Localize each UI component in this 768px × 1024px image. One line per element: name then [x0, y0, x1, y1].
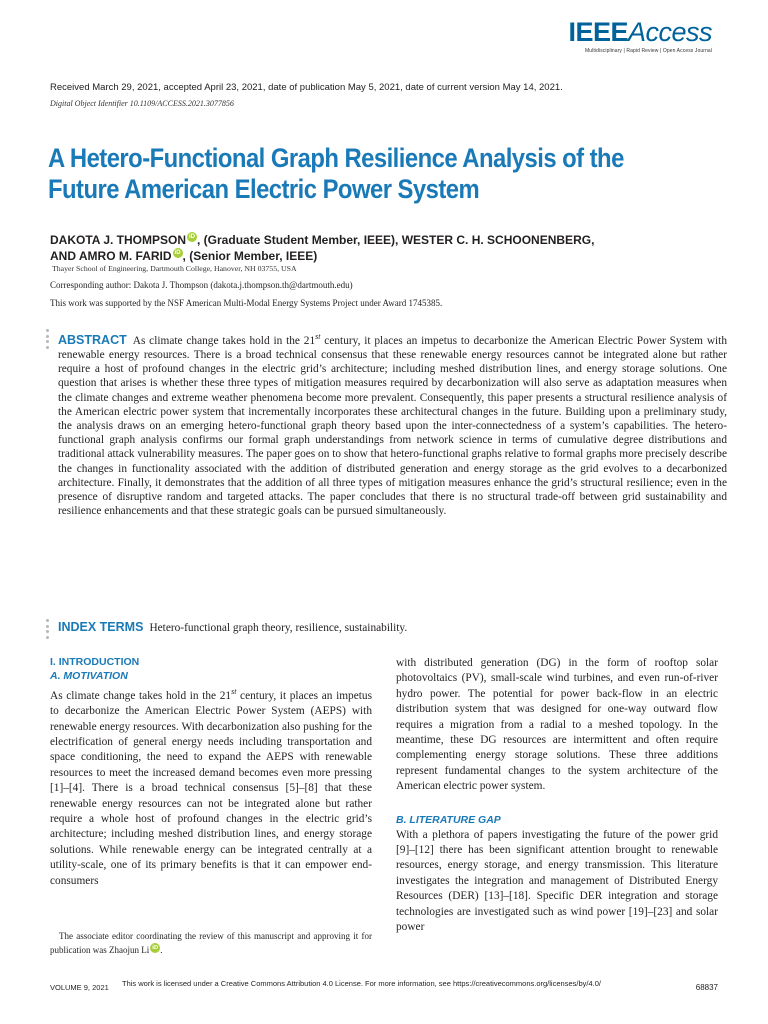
orcid-icon[interactable]: iD [152, 945, 159, 951]
index-terms-text: Hetero-functional graph theory, resilience, sustainability. [149, 622, 408, 634]
editor-note-text: The associate editor coordinating the review of this manuscript and approving it for publication was Zhaojun Li [50, 931, 372, 955]
author-thompson-role: , (Graduate Student Member, IEEE), WESTER C. H. SCHOONENBERG, [197, 233, 595, 247]
doi-line: Digital Object Identifier 10.1109/ACCESS.2021.3077856 [50, 99, 234, 108]
funding-note: This work was supported by the NSF American Multi-Modal Energy Systems Project under Award 1745385. [50, 298, 443, 308]
paper-title: A Hetero-Functional Graph Resilience Analysis of the Future American Electric Power System [48, 143, 624, 204]
subsection-literature-gap-heading: B. LITERATURE GAP [396, 813, 501, 826]
abstract-dots-icon [46, 329, 50, 351]
author-thompson: DAKOTA J. THOMPSON [50, 233, 187, 247]
abstract-sup: st [315, 332, 321, 341]
index-terms-label: INDEX TERMS [58, 620, 144, 634]
dg-paragraph: with distributed generation (DG) in the form of rooftop solar photovoltaics (PV), small-scale wind turbines, and even run-of-river hydro power. The potential for power back-flow in an electric distribution system that was designed for one-way outward flow requires a migration from a radial to a meshed topology. In the meantime, these DG resources are intermittent and often require complementing energy storage solutions. These three additions represent fundamental changes to the system architecture of the American electric power system. [396, 657, 718, 793]
author-farid: AND AMRO M. FARID [50, 249, 172, 263]
orcid-icon[interactable]: iD [174, 250, 181, 256]
subsection-motivation-heading: A. MOTIVATION [50, 670, 128, 682]
motivation-pre: As climate change takes hold in the 21 [50, 689, 232, 702]
page-number: 68837 [695, 983, 718, 992]
motivation-sup: st [231, 687, 237, 696]
corresponding-author: Corresponding author: Dakota J. Thompson (dakota.j.thompson.th@dartmouth.edu) [50, 280, 353, 290]
section-introduction-heading: I. INTRODUCTION [50, 656, 140, 668]
received-line: Received March 29, 2021, accepted April 23, 2021, date of publication May 5, 2021, date of current version May 14, 2021. [50, 82, 563, 93]
author-list [50, 232, 690, 264]
right-column [396, 656, 718, 936]
brand-light: Access [627, 17, 712, 47]
footer-volume: VOLUME 9, 2021 [50, 983, 109, 992]
footer-license: This work is licensed under a Creative Commons Attribution 4.0 License. For more information, see https://creativecommons.org/licenses/by/4.0/ [122, 979, 601, 988]
abstract [58, 330, 727, 518]
journal-logo [568, 18, 712, 54]
affiliation: Thayer School of Engineering, Dartmouth College, Hanover, NH 03755, USA [52, 264, 297, 273]
abstract-label: ABSTRACT [58, 332, 127, 347]
abstract-pre: As climate change takes hold in the 21 [132, 334, 316, 347]
abstract-text: century, it places an impetus to decarbonize the American Electric Power System with renewable energy resources. There is a broad technical consensus that these renewable energy resources cannot be integrated alone but rather require a host of profound changes in the electric grid’s architecture; including meshed distribution lines, and energy storage solutions. One question that arises is whether these three types of mitigation measures required by decarbonization will also serve as adaptation measures when the climate changes and extreme weather phenomena become more prevalent. Consequently, this paper presents a structural resilience analysis of the American electric power system that incrementally incorporates these architectural changes in the future. Building upon a preliminary study, the analysis draws on an emerging hetero-functional graph theory based upon the inter-connectedness of a system’s capabilities. The hetero-functional graph analysis confirms our formal graph understandings from network science in terms of cumulative degree distributions and traditional attack vulnerability measures. The paper goes on to show that hetero-functional graphs relative to formal graphs more precisely describe the changes in functionality associated with the addition of distributed generation and energy storage as the grid evolves to a decarbonized architecture. Finally, it demonstrates that the addition of all three types of mitigation measures enhance the grid’s structural resilience; even in the presence of disruptive random and targeted attacks. The paper concludes that there is no structural trade-off between grid sustainability and resilience enhancements and that these strategic goals can be pursued simultaneously. [58, 334, 727, 518]
editor-footnote: The associate editor coordinating the review of this manuscript and approving it for publication was Zhaojun Li iD . [50, 931, 372, 955]
brand-bold: IEEE [568, 17, 628, 47]
journal-brand [568, 18, 712, 46]
orcid-icon[interactable]: iD [189, 234, 196, 240]
motivation-text: century, it places an impetus to decarbonize the American Electric Power System (AEPS) with renewable energy resources. With decarbonization also pushing for the electrification of general energy needs including transportation and space conditioning, the need to expand the AEPS with renewable resources to meet the increased demand becomes even more pressing [1]–[4]. There is a broad technical consensus [5]–[8] that these renewable energy resources can not be integrated alone but rather require a whole host of profound changes in the electric grid’s architecture; including meshed distribution lines, and energy storage solutions. While renewable energy can be integrated centrally at a utility-scale, one of its primary benefits is that it can empower end-consumers [50, 689, 372, 887]
index-dots-icon [46, 619, 50, 641]
motivation-paragraph [50, 684, 372, 889]
literature-paragraph: With a plethora of papers investigating the future of the power grid [9]–[12] there has been significant attention brought to renewable resources, energy storage, and energy transmission. This literature investigates the integration and management of Distributed Energy Resources (DER) [13]–[18]. Specific DER integration and storage technologies are investigated such as wind power [19]–[23] and solar power [396, 828, 718, 934]
left-column [50, 656, 372, 889]
index-terms [58, 620, 727, 635]
author-farid-role: , (Senior Member, IEEE) [182, 249, 318, 263]
journal-tagline: Multidisciplinary | Rapid Review | Open Access Journal [585, 48, 712, 54]
